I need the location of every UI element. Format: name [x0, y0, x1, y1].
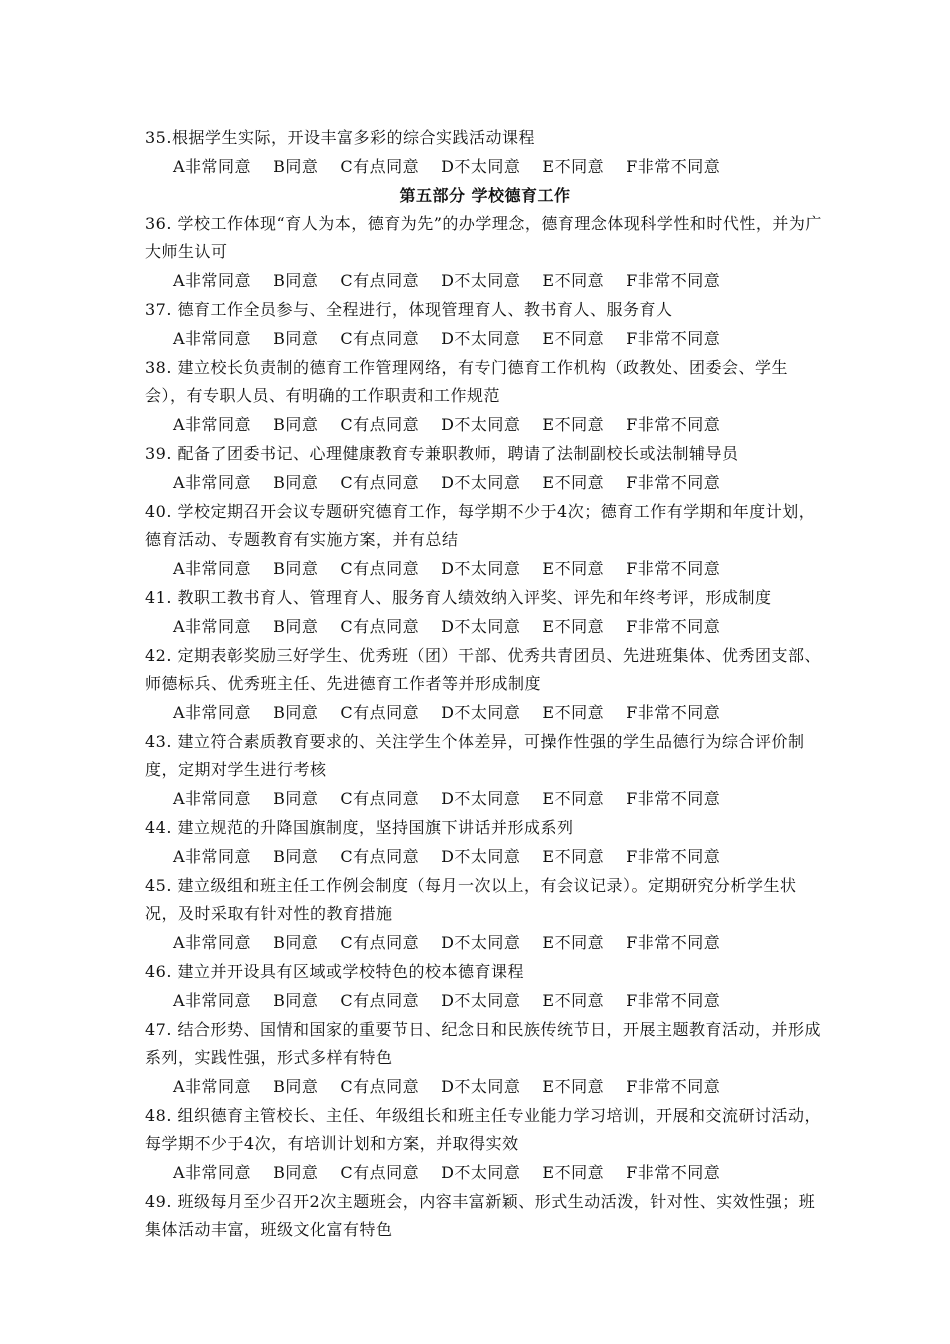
option-c: C有点同意	[340, 473, 420, 492]
option-c: C有点同意	[340, 559, 420, 578]
option-b: B同意	[273, 415, 319, 434]
options-44	[145, 842, 825, 872]
option-f: F非常不同意	[626, 933, 721, 952]
question-41: 41. 教职工教书育人、管理育人、服务育人绩效纳入评奖、评先和年终考评，形成制度	[145, 588, 772, 607]
option-b: B同意	[273, 789, 319, 808]
section-title: 第五部分 学校德育工作	[399, 186, 571, 205]
question-38: 38. 建立校长负责制的德育工作管理网络，有专门德育工作机构（政教处、团委会、学生会），有专职人员、有明确的工作职责和工作规范	[145, 358, 789, 405]
question-40: 40. 学校定期召开会议专题研究德育工作，每学期不少于4次；德育工作有学期和年度计划，德育活动、专题教育有实施方案，并有总结	[145, 502, 816, 549]
option-f: F非常不同意	[626, 473, 721, 492]
options-39	[145, 468, 825, 498]
option-c: C有点同意	[340, 329, 420, 348]
option-c: C有点同意	[340, 617, 420, 636]
options-47	[145, 1072, 825, 1102]
option-a: A非常同意	[173, 271, 252, 290]
option-a: A非常同意	[173, 703, 252, 722]
option-a: A非常同意	[173, 991, 252, 1010]
option-a: A非常同意	[173, 933, 252, 952]
option-e: E不同意	[542, 559, 605, 578]
option-d: D不太同意	[441, 473, 521, 492]
option-b: B同意	[273, 1077, 319, 1096]
document-page	[145, 124, 825, 1244]
option-f: F非常不同意	[626, 617, 721, 636]
options-35	[145, 152, 825, 182]
option-c: C有点同意	[340, 1163, 420, 1182]
option-d: D不太同意	[441, 933, 521, 952]
option-c: C有点同意	[340, 933, 420, 952]
option-e: E不同意	[542, 473, 605, 492]
question-42: 42. 定期表彰奖励三好学生、优秀班（团）干部、优秀共青团员、先进班集体、优秀团支部、师德标兵、优秀班主任、先进德育工作者等并形成制度	[145, 646, 822, 693]
option-e: E不同意	[542, 847, 605, 866]
options-45	[145, 928, 825, 958]
option-d: D不太同意	[441, 703, 521, 722]
option-f: F非常不同意	[626, 329, 721, 348]
option-f: F非常不同意	[626, 991, 721, 1010]
option-e: E不同意	[542, 789, 605, 808]
option-e: E不同意	[542, 617, 605, 636]
options-42	[145, 698, 825, 728]
option-d: D不太同意	[441, 1163, 521, 1182]
option-d: D不太同意	[441, 617, 521, 636]
option-b: B同意	[273, 1163, 319, 1182]
option-d: D不太同意	[441, 559, 521, 578]
option-f: F非常不同意	[626, 415, 721, 434]
option-a: A非常同意	[173, 559, 252, 578]
option-a: A非常同意	[173, 617, 252, 636]
option-b: B同意	[273, 933, 319, 952]
option-c: C有点同意	[340, 415, 420, 434]
option-b: B同意	[273, 559, 319, 578]
option-e: E不同意	[542, 1163, 605, 1182]
option-c: C有点同意	[340, 1077, 420, 1096]
option-c: C有点同意	[340, 847, 420, 866]
option-e: E不同意	[542, 329, 605, 348]
options-46	[145, 986, 825, 1016]
question-45: 45. 建立级组和班主任工作例会制度（每月一次以上，有会议记录）。定期研究分析学生状况，及时采取有针对性的教育措施	[145, 876, 797, 923]
option-f: F非常不同意	[626, 789, 721, 808]
option-e: E不同意	[542, 933, 605, 952]
option-f: F非常不同意	[626, 1163, 721, 1182]
option-b: B同意	[273, 271, 319, 290]
option-f: F非常不同意	[626, 1077, 721, 1096]
option-e: E不同意	[542, 157, 605, 176]
options-48	[145, 1158, 825, 1188]
option-a: A非常同意	[173, 415, 252, 434]
option-d: D不太同意	[441, 157, 521, 176]
option-d: D不太同意	[441, 847, 521, 866]
option-c: C有点同意	[340, 703, 420, 722]
option-a: A非常同意	[173, 789, 252, 808]
option-a: A非常同意	[173, 157, 252, 176]
option-e: E不同意	[542, 991, 605, 1010]
question-47: 47. 结合形势、国情和国家的重要节日、纪念日和民族传统节日，开展主题教育活动，并形成系列，实践性强，形式多样有特色	[145, 1020, 822, 1067]
options-36	[145, 266, 825, 296]
option-a: A非常同意	[173, 1077, 252, 1096]
question-39: 39. 配备了团委书记、心理健康教育专兼职教师，聘请了法制副校长或法制辅导员	[145, 444, 739, 463]
option-a: A非常同意	[173, 1163, 252, 1182]
option-d: D不太同意	[441, 329, 521, 348]
option-e: E不同意	[542, 1077, 605, 1096]
options-40	[145, 554, 825, 584]
option-b: B同意	[273, 617, 319, 636]
option-f: F非常不同意	[626, 847, 721, 866]
option-e: E不同意	[542, 415, 605, 434]
option-d: D不太同意	[441, 415, 521, 434]
option-d: D不太同意	[441, 1077, 521, 1096]
options-38	[145, 410, 825, 440]
options-37	[145, 324, 825, 354]
option-c: C有点同意	[340, 991, 420, 1010]
option-e: E不同意	[542, 271, 605, 290]
option-c: C有点同意	[340, 789, 420, 808]
option-b: B同意	[273, 473, 319, 492]
question-43: 43. 建立符合素质教育要求的、关注学生个体差异，可操作性强的学生品德行为综合评价制度，定期对学生进行考核	[145, 732, 805, 779]
options-43	[145, 784, 825, 814]
question-44: 44. 建立规范的升降国旗制度，坚持国旗下讲话并形成系列	[145, 818, 574, 837]
option-f: F非常不同意	[626, 271, 721, 290]
option-b: B同意	[273, 329, 319, 348]
option-f: F非常不同意	[626, 157, 721, 176]
option-b: B同意	[273, 703, 319, 722]
option-c: C有点同意	[340, 271, 420, 290]
option-c: C有点同意	[340, 157, 420, 176]
question-46: 46. 建立并开设具有区域或学校特色的校本德育课程	[145, 962, 525, 981]
option-d: D不太同意	[441, 789, 521, 808]
options-41	[145, 612, 825, 642]
option-b: B同意	[273, 847, 319, 866]
option-a: A非常同意	[173, 473, 252, 492]
option-a: A非常同意	[173, 847, 252, 866]
option-f: F非常不同意	[626, 559, 721, 578]
question-49: 49. 班级每月至少召开2次主题班会，内容丰富新颖、形式生动活泼，针对性、实效性强；班集体活动丰富，班级文化富有特色	[145, 1192, 816, 1239]
option-e: E不同意	[542, 703, 605, 722]
option-b: B同意	[273, 157, 319, 176]
option-a: A非常同意	[173, 329, 252, 348]
question-35: 35.根据学生实际，开设丰富多彩的综合实践活动课程	[145, 128, 535, 147]
option-d: D不太同意	[441, 271, 521, 290]
question-37: 37. 德育工作全员参与、全程进行，体现管理育人、教书育人、服务育人	[145, 300, 673, 319]
option-b: B同意	[273, 991, 319, 1010]
question-36: 36. 学校工作体现“育人为本，德育为先”的办学理念，德育理念体现科学性和时代性，并为广大师生认可	[145, 214, 822, 261]
question-48: 48. 组织德育主管校长、主任、年级组长和班主任专业能力学习培训，开展和交流研讨活动，每学期不少于4次，有培训计划和方案，并取得实效	[145, 1106, 822, 1153]
option-f: F非常不同意	[626, 703, 721, 722]
option-d: D不太同意	[441, 991, 521, 1010]
